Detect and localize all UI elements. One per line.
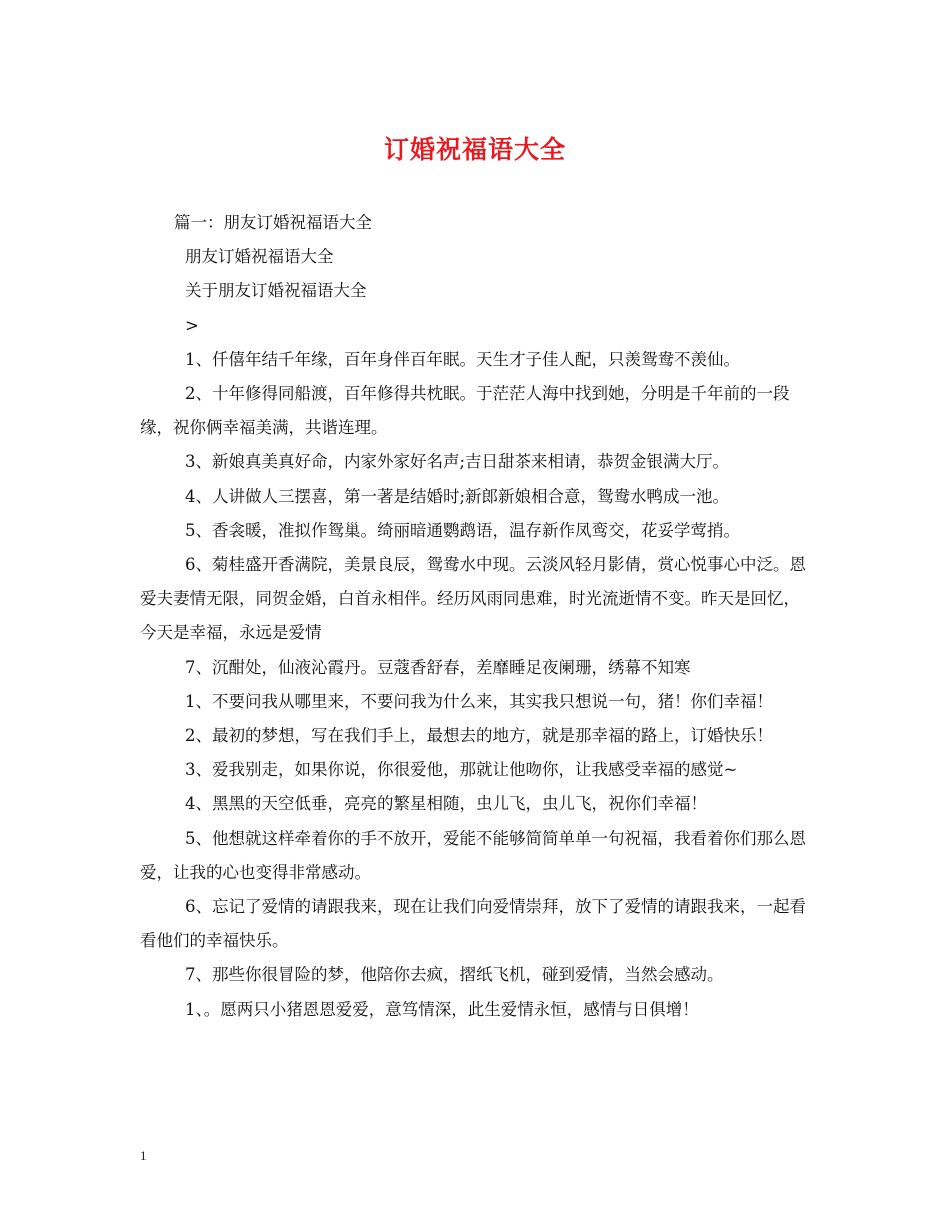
paragraph: 3、新娘真美真好命，内家外家好名声;吉日甜茶来相请，恭贺金银满大厅。 — [185, 452, 730, 472]
paragraph: 7、沉酣处，仙液沁霞丹。豆蔻香舒春，差靡睡足夜阑珊，绣幕不知寒 — [185, 657, 691, 677]
paragraph: 1、仟僖年结千年缘，百年身伴百年眠。天生才子佳人配，只羡鸳鸯不羡仙。 — [185, 349, 740, 369]
paragraph: 7、那些你很冒险的梦，他陪你去疯，摺纸飞机，碰到爱情，当然会感动。 — [185, 965, 724, 985]
paragraph: 5、香衾暖，准拟作鸳巢。绮丽暗通鹦鹉语，温存新作凤鸾交，花妥学莺捎。 — [185, 520, 740, 540]
paragraph: 4、黑黑的天空低垂，亮亮的繁星相随，虫儿飞，虫儿飞，祝你们幸福！ — [185, 794, 707, 814]
page-number: 1 — [140, 1148, 147, 1163]
section-heading: 篇一：朋友订婚祝福语大全 — [174, 213, 372, 232]
paragraph: 1、。愿两只小猪恩恩爱爱，意笃情深，此生爱情永恒，感情与日俱增！ — [185, 999, 699, 1019]
paragraph: 2、十年修得同船渡，百年修得共枕眠。于茫茫人海中找到她，分明是千年前的一段缘，祝你俩幸福美满，共谐连理。 — [140, 384, 790, 438]
paragraph: 6、忘记了爱情的请跟我来，现在让我们向爱情崇拜，放下了爱情的请跟我来，一起看看他们的幸福快乐。 — [140, 897, 806, 951]
section-subheading: 朋友订婚祝福语大全 — [185, 247, 334, 267]
paragraph: 6、菊桂盛开香满院，美景良辰，鸳鸯水中现。云淡风轻月影倩，赏心悦事心中泛。恩爱夫妻情无限，同贺金婚，白首永相伴。经历风雨同患难，时光流逝情不变。昨天是回忆，今天是幸福，永远是爱情 — [140, 555, 806, 643]
document-title: 订婚祝福语大全 — [383, 135, 566, 164]
marker-glyph: > — [185, 315, 199, 335]
paragraph: 2、最初的梦想，写在我们手上，最想去的地方，就是那幸福的路上，订婚快乐！ — [185, 726, 773, 746]
document-body — [140, 206, 812, 1027]
paragraph: 4、人讲做人三摆喜，第一著是结婚时;新郎新娘相合意，鸳鸯水鸭成一池。 — [185, 486, 730, 506]
paragraph: 3、爱我别走，如果你说，你很爱他，那就让他吻你，让我感受幸福的感觉~ — [185, 760, 738, 780]
paragraph: 5、他想就这样牵着你的手不放开，爱能不能够简简单单一句祝福，我看着你们那么恩爱，让我的心也变得非常感动。 — [140, 828, 806, 882]
section-subheading: 关于朋友订婚祝福语大全 — [185, 281, 367, 301]
paragraph: 1、不要问我从哪里来，不要问我为什么来，其实我只想说一句，猪！你们幸福！ — [185, 691, 773, 711]
